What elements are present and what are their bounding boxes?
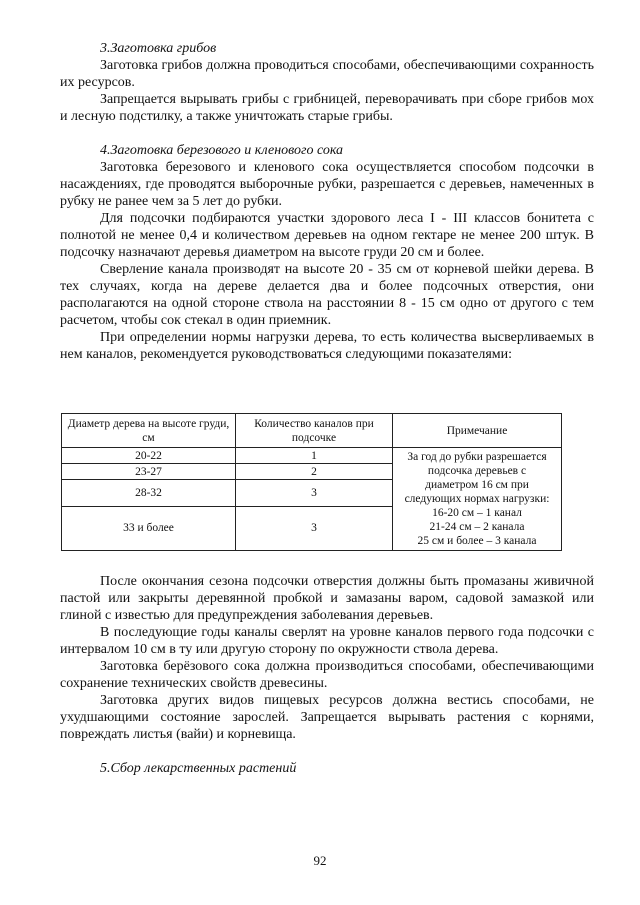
lower-text-block (60, 573, 594, 777)
table-cell-diameter: 33 и более (62, 506, 236, 550)
table-cell-diameter: 28-32 (62, 480, 236, 506)
after-table-paragraph-3: Заготовка берёзового сока должна производиться способами, обеспечивающими сохранение технических свойств древесины. (60, 659, 594, 691)
after-table-paragraph-2: В последующие годы каналы сверлят на уровне каналов первого года подсочки с интервалом 10 см в ту или другую сторону по окружности ствола дерева. (60, 625, 594, 657)
after-table-paragraph-1: После окончания сезона подсочки отверстия должны быть промазаны живичной пастой или закрыты деревянной пробкой и замазаны варом, садовой замазкой или глиной с известью для предупреждения заболевания деревьев. (60, 574, 594, 623)
table-cell-note (393, 448, 562, 551)
table-cell-diameter: 20-22 (62, 448, 236, 464)
note-line: 16-20 см – 1 канал (432, 507, 522, 519)
note-line: следующих нормах нагрузки: (404, 493, 550, 505)
after-table-paragraph-4: Заготовка других видов пищевых ресурсов должна вестись способами, не ухудшающими состояние зарослей. Запрещается вырывать растения с корнями, повреждать листья (вайи) и корневища. (60, 693, 594, 742)
section-5-heading: 5.Сбор лекарственных растений (100, 761, 297, 776)
upper-text-block (60, 40, 594, 363)
note-line: 21-24 см – 2 канала (429, 521, 525, 533)
note-line: 25 см и более – 3 канала (417, 535, 537, 547)
note-line: диаметром 16 см при (425, 479, 529, 491)
section-3-paragraph-2: Запрещается вырывать грибы с грибницей, переворачивать при сборе грибов мох и лесную подстилку, а также уничтожать старые грибы. (60, 92, 594, 124)
section-4-heading: 4.Заготовка березового и кленового сока (100, 143, 344, 158)
table-row (62, 448, 562, 464)
table-cell-channels: 3 (236, 480, 393, 506)
section-4-paragraph-4: При определении нормы нагрузки дерева, то есть количества высверливаемых в нем каналов, рекомендуется руководствоваться следующими показателями: (60, 330, 594, 362)
note-line: подсочка деревьев с (427, 465, 527, 477)
tapping-norms-table (61, 413, 562, 551)
section-4-paragraph-1: Заготовка березового и кленового сока осуществляется способом подсочки в насаждениях, где проводятся выборочные рубки, разрешается с деревьев, намеченных в рубку не ранее чем за 5 лет до рубки. (60, 160, 594, 209)
section-4-paragraph-2: Для подсочки подбираются участки здорового леса I - III классов бонитета с полнотой не менее 0,4 и количеством деревьев на одном гектаре не менее 200 штук. В подсочку назначают деревья диаметром на высоте груди 20 см и более. (60, 211, 594, 260)
table-header-note: Примечание (393, 414, 562, 448)
table-header-channels: Количество каналов при подсочке (236, 414, 393, 448)
table-cell-diameter: 23-27 (62, 464, 236, 480)
page-number: 92 (313, 853, 327, 868)
table-cell-channels: 2 (236, 464, 393, 480)
table-header-diameter: Диаметр дерева на высоте груди, см (62, 414, 236, 448)
note-line: За год до рубки разрешается (407, 451, 547, 463)
table-cell-channels: 1 (236, 448, 393, 464)
section-3-heading: 3.Заготовка грибов (100, 41, 217, 56)
table-cell-channels: 3 (236, 506, 393, 550)
section-3-paragraph-1: Заготовка грибов должна проводиться способами, обеспечивающими сохранность их ресурсов. (60, 58, 594, 90)
section-4-paragraph-3: Сверление канала производят на высоте 20 - 35 см от корневой шейки дерева. В тех случаях, когда на дереве делается два и более подсочных отверстия, они располагаются на одной стороне ствола на расстоянии 8 - 15 см одно от другого с тем расчетом, чтобы сок стекал в один приемник. (60, 262, 594, 328)
